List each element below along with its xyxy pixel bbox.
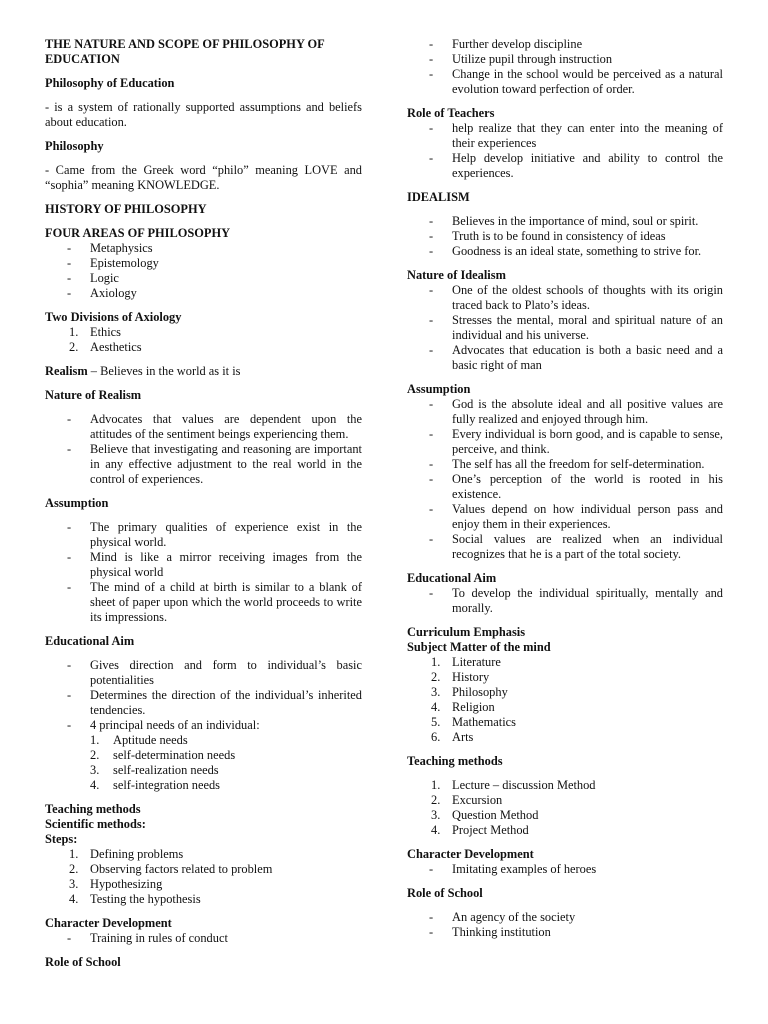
idealism-list — [407, 214, 723, 259]
heading-educational-aim: Educational Aim — [407, 571, 497, 585]
list-item: - Change in the school would be perceived as a natural evolution toward perfection of order. — [407, 67, 723, 97]
heading-character-development: Character Development — [45, 916, 172, 930]
heading-divisions-of-axiology: Two Divisions of Axiology — [45, 310, 182, 324]
heading-educational-aim: Educational Aim — [45, 634, 135, 648]
list-item: - Training in rules of conduct — [45, 931, 362, 946]
list-item: 6. Arts — [407, 730, 723, 745]
list-item: - The primary qualities of experience exist in the physical world. — [45, 520, 362, 550]
list-item: - Axiology — [45, 286, 362, 301]
list-item: 2. self-determination needs — [90, 748, 362, 763]
list-item: 3. Hypothesizing — [45, 877, 362, 892]
list-item: 2. History — [407, 670, 723, 685]
steps-list — [45, 847, 362, 907]
list-item: - Further develop discipline — [407, 37, 723, 52]
list-item: - Metaphysics — [45, 241, 362, 256]
heading-teaching-methods: Teaching methods — [407, 754, 503, 768]
list-item: - Values depend on how individual person pass and enjoy them in their experiences. — [407, 502, 723, 532]
heading-nature-of-idealism: Nature of Idealism — [407, 268, 506, 282]
role-of-school-list-2 — [407, 910, 723, 940]
list-item: - Help develop initiative and ability to control the experiences. — [407, 151, 723, 181]
heading-subject-matter: Subject Matter of the mind — [407, 640, 551, 654]
list-item: 4. self-integration needs — [90, 778, 362, 793]
list-item: - The mind of a child at birth is similar to a blank of sheet of paper upon which the world proceeds to write its impressions. — [45, 580, 362, 625]
heading-scientific-methods: Scientific methods: — [45, 817, 146, 831]
subjects-list — [407, 655, 723, 745]
nature-of-idealism-list — [407, 283, 723, 373]
heading-role-of-school: Role of School — [45, 955, 121, 969]
list-item — [45, 718, 362, 793]
realism-definition-text: – Believes in the world as it is — [87, 364, 241, 378]
list-item: 4. Religion — [407, 700, 723, 715]
list-item: - Advocates that education is both a basic need and a basic right of man — [407, 343, 723, 373]
realism-definition — [45, 364, 362, 379]
heading-four-areas: FOUR AREAS OF PHILOSOPHY — [45, 226, 231, 240]
heading-steps: Steps: — [45, 832, 78, 846]
list-item: 2. Excursion — [407, 793, 723, 808]
role-of-teachers-list — [407, 121, 723, 181]
list-item: - Mind is like a mirror receiving images from the physical world — [45, 550, 362, 580]
heading-assumption: Assumption — [45, 496, 109, 510]
list-item: 4. Testing the hypothesis — [45, 892, 362, 907]
list-item: 3. Question Method — [407, 808, 723, 823]
list-item: - Believes in the importance of mind, soul or spirit. — [407, 214, 723, 229]
list-item: 5. Mathematics — [407, 715, 723, 730]
heading-philosophy-of-education: Philosophy of Education — [45, 76, 175, 90]
philosophy-of-education-definition: - is a system of rationally supported assumptions and beliefs about education. — [45, 100, 362, 129]
list-item: 1. Lecture – discussion Method — [407, 778, 723, 793]
principal-needs-list — [90, 733, 362, 793]
idealism-aims-list — [407, 586, 723, 616]
realism-term: Realism — [45, 364, 88, 378]
list-item: - Goodness is an ideal state, something to strive for. — [407, 244, 723, 259]
realism-assumptions-list — [45, 520, 362, 625]
list-item: - Advocates that values are dependent upon the attitudes of the sentiment beings experiencing them. — [45, 412, 362, 442]
list-item: - One’s perception of the world is rooted in his existence. — [407, 472, 723, 502]
list-item: - Determines the direction of the individual’s inherited tendencies. — [45, 688, 362, 718]
heading-curriculum-emphasis: Curriculum Emphasis — [407, 625, 526, 639]
list-item: - Stresses the mental, moral and spiritual nature of an individual and his universe. — [407, 313, 723, 343]
list-item: 2. Observing factors related to problem — [45, 862, 362, 877]
teaching-methods-list — [407, 778, 723, 838]
heading-role-of-school: Role of School — [407, 886, 483, 900]
axiology-list — [45, 325, 362, 355]
list-item: - Utilize pupil through instruction — [407, 52, 723, 67]
list-item: - Logic — [45, 271, 362, 286]
heading-idealism: IDEALISM — [407, 190, 470, 204]
document-title: THE NATURE AND SCOPE OF PHILOSOPHY OF EDUCATION — [45, 37, 325, 66]
four-areas-list — [45, 241, 362, 301]
right-column — [407, 37, 723, 940]
list-item: - Imitating examples of heroes — [407, 862, 723, 877]
list-item: - Gives direction and form to individual’s basic potentialities — [45, 658, 362, 688]
list-item-text: 4 principal needs of an individual: — [90, 718, 260, 732]
heading-role-of-teachers: Role of Teachers — [407, 106, 495, 120]
heading-character-development: Character Development — [407, 847, 534, 861]
left-column — [45, 37, 362, 970]
list-item: 3. Philosophy — [407, 685, 723, 700]
list-item: - An agency of the society — [407, 910, 723, 925]
character-development-list — [45, 931, 362, 946]
philosophy-definition: - Came from the Greek word “philo” meaning LOVE and “sophia” meaning KNOWLEDGE. — [45, 163, 362, 192]
character-development-list — [407, 862, 723, 877]
list-item: 1. Ethics — [45, 325, 362, 340]
list-item: - The self has all the freedom for self-determination. — [407, 457, 723, 472]
list-item: - Thinking institution — [407, 925, 723, 940]
heading-teaching-methods: Teaching methods — [45, 802, 141, 816]
list-item: - Every individual is born good, and is capable to sense, perceive, and think. — [407, 427, 723, 457]
list-item: - Social values are realized when an individual recognizes that he is a part of the total society. — [407, 532, 723, 562]
list-item: - Believe that investigating and reasoning are important in any effective adjustment to the real world in the control of experiences. — [45, 442, 362, 487]
list-item: - To develop the individual spiritually, mentally and morally. — [407, 586, 723, 616]
heading-philosophy: Philosophy — [45, 139, 104, 153]
list-item: 3. self-realization needs — [90, 763, 362, 778]
heading-nature-of-realism: Nature of Realism — [45, 388, 142, 402]
list-item: - God is the absolute ideal and all positive values are fully realized and enjoyed through him. — [407, 397, 723, 427]
list-item: 2. Aesthetics — [45, 340, 362, 355]
list-item: 1. Aptitude needs — [90, 733, 362, 748]
list-item: - Epistemology — [45, 256, 362, 271]
idealism-assumptions-list — [407, 397, 723, 562]
heading-assumption: Assumption — [407, 382, 471, 396]
list-item: 1. Literature — [407, 655, 723, 670]
list-item: - help realize that they can enter into the meaning of their experiences — [407, 121, 723, 151]
list-item: - Truth is to be found in consistency of ideas — [407, 229, 723, 244]
list-item: - One of the oldest schools of thoughts with its origin traced back to Plato’s ideas. — [407, 283, 723, 313]
role-of-school-list — [407, 37, 723, 97]
list-item: 4. Project Method — [407, 823, 723, 838]
realism-aims-list — [45, 658, 362, 793]
list-item: 1. Defining problems — [45, 847, 362, 862]
nature-of-realism-list — [45, 412, 362, 487]
heading-history-of-philosophy: HISTORY OF PHILOSOPHY — [45, 202, 207, 216]
